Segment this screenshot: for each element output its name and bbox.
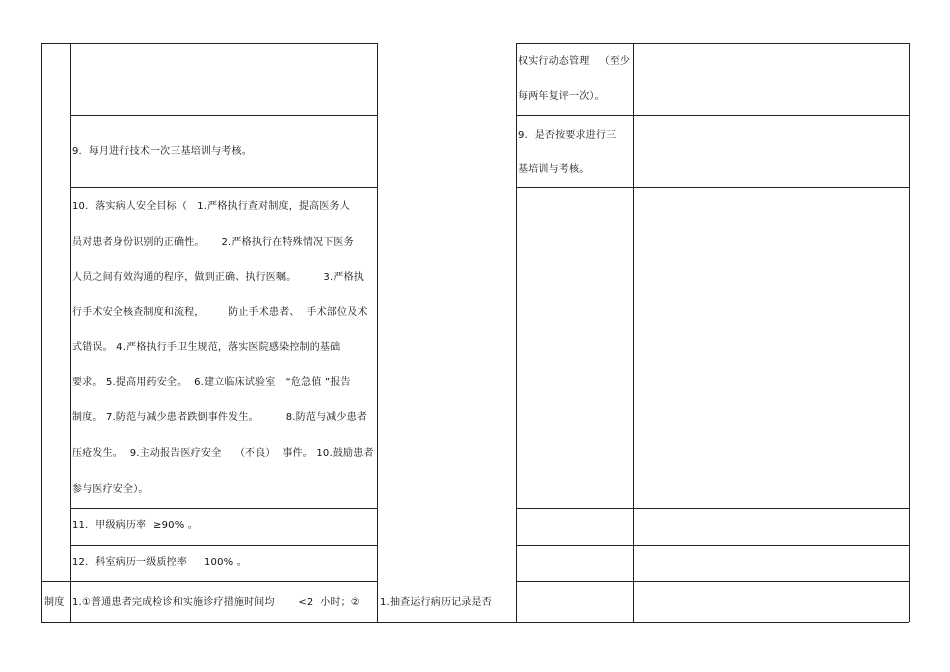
bottom-check-1: 1.抽查运行病历记录是否 (380, 597, 492, 608)
item-10-line: 式错误。 4.严格执行手卫生规范，落实医院感染控制的基础 (72, 342, 341, 353)
item-10-line: 行手术安全核查制度和流程， 防止手术患者、 手术部位及术 (72, 307, 368, 318)
item-10-line: 要求。 5.提高用药安全。 6.建立临床试验室 “危急值 ”报告 (72, 377, 351, 388)
item-11: 11. 甲级病历率 ≥90% 。 (72, 520, 199, 531)
item-9: 9. 每月进行技术一次三基培训与考核。 (72, 146, 252, 157)
item-10-line: 员对患者身份识别的正确性。 2.严格执行在特殊情况下医务 (72, 237, 354, 248)
row-divider (516, 545, 909, 546)
item-10-line: 10. 落实病人安全目标（ 1.严格执行查对制度，提高医务人 (72, 201, 350, 212)
bottom-item-1: 1.①普通患者完成检诊和实施诊疗措施时间均 <2 小时；② (72, 597, 361, 608)
table-border-left (41, 43, 42, 622)
category-label: 制度 (44, 597, 65, 608)
right-row2-line: 基培训与考核。 (518, 164, 590, 175)
row-divider (516, 115, 909, 116)
table-border-top (41, 43, 377, 44)
item-12: 12. 科室病历一级质控率 100% 。 (72, 557, 247, 568)
table-border-top (516, 43, 909, 44)
row-divider (70, 187, 377, 188)
table-border-bottom (41, 622, 516, 623)
item-10-line: 制度。 7.防范与减少患者跌倒事件发生。 8.防范与减少患者 (72, 412, 368, 423)
table-border-left (516, 43, 517, 622)
row-divider (516, 581, 909, 582)
right-row2-line: 9. 是否按要求进行三 (518, 130, 617, 141)
row-divider (516, 508, 909, 509)
table-border-right (909, 43, 910, 622)
row-divider (70, 545, 377, 546)
column-divider (377, 43, 378, 622)
item-10-line: 人员之间有效沟通的程序，做到正确、执行医嘱。 3.严格执 (72, 272, 364, 283)
row-divider (516, 187, 909, 188)
item-10-line: 压疮发生。 9.主动报告医疗安全 （不良） 事件。 10.鼓励患者 (72, 448, 374, 459)
right-row1-line: 权实行动态管理 （至少 (518, 56, 631, 67)
row-divider (70, 115, 377, 116)
right-row1-line: 每两年复评一次）。 (518, 91, 605, 102)
column-divider (70, 43, 71, 622)
row-divider (70, 508, 377, 509)
item-10-line: 参与医疗安全）。 (72, 484, 149, 495)
table-border-bottom (516, 622, 909, 623)
column-divider (633, 43, 634, 622)
row-divider (41, 581, 377, 582)
